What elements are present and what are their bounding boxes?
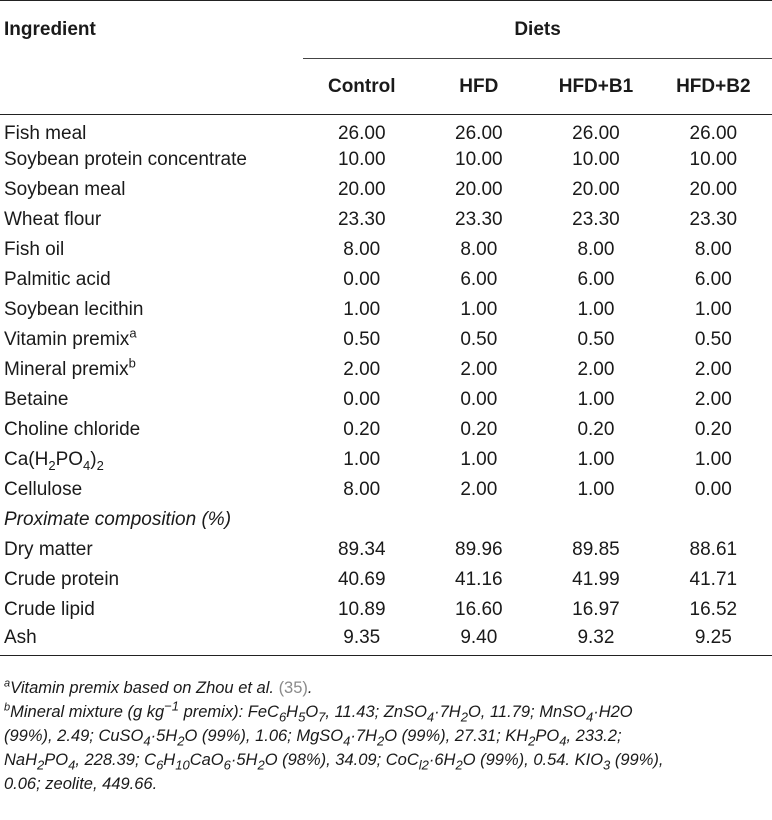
value-cell: 10.00: [689, 149, 738, 170]
table-row: [0, 595, 772, 625]
value-cell: 41.71: [689, 569, 738, 590]
formula-subscript: 6: [223, 757, 231, 773]
footnote-text: O (99%), 27.31; KH: [384, 727, 529, 745]
formula-subscript: 2: [177, 733, 185, 749]
value-cell: 23.30: [337, 209, 386, 230]
value-cell: 8.00: [343, 479, 381, 500]
formula-subscript: 2: [37, 757, 45, 773]
value-cell: 6.00: [460, 269, 498, 290]
value-cell: 40.69: [337, 569, 386, 590]
value-cell: 0.20: [343, 419, 381, 440]
ingredient-name: [0, 325, 303, 355]
table-row: [0, 115, 772, 146]
value-cell: 2.00: [460, 479, 498, 500]
formula-subscript: 4: [68, 757, 76, 773]
value-cell: 1.00: [343, 299, 381, 320]
value-cell: 6.00: [694, 269, 732, 290]
table-row: [0, 385, 772, 415]
value-cell: 1.00: [460, 449, 498, 470]
footnote-text: (99%),: [610, 751, 664, 769]
value-cell: 1.00: [577, 449, 615, 470]
formula-subscript: 2: [48, 457, 56, 473]
value-cell: 10.00: [455, 149, 503, 170]
ingredient-name: Soybean protein concentrate: [4, 149, 247, 170]
ingredient-header: Ingredient: [4, 19, 96, 40]
table-row: [0, 295, 772, 325]
footnote-text: premix): FeC: [179, 703, 279, 721]
value-cell: 16.97: [572, 599, 620, 620]
column-header-hfd-b2: HFD+B2: [676, 75, 751, 97]
footnote-text: PO: [535, 727, 560, 745]
ingredient-name: Fish oil: [4, 239, 65, 260]
formula-subscript: 2: [455, 757, 463, 773]
formula-subscript: 3: [603, 757, 611, 773]
formula-subscript: 4: [343, 733, 351, 749]
value-cell: 0.00: [343, 389, 381, 410]
value-cell: 0.50: [460, 329, 498, 350]
value-cell: 26.00: [455, 123, 503, 144]
value-cell: 1.00: [577, 479, 615, 500]
formula-subscript: 4: [143, 733, 151, 749]
value-cell: 9.35: [343, 626, 381, 648]
table-row: [0, 415, 772, 445]
ingredient-name: Wheat flour: [4, 209, 102, 230]
value-cell: 8.00: [343, 239, 381, 260]
value-cell: 10.00: [572, 149, 620, 170]
section-label: Proximate composition (%): [4, 509, 232, 530]
ingredient-name: Fish meal: [4, 123, 87, 144]
formula-subscript: 4: [585, 709, 594, 725]
value-cell: 20.00: [689, 179, 738, 200]
formula-subscript: 2: [528, 733, 536, 749]
value-cell: 9.32: [577, 626, 615, 648]
value-cell: 16.52: [689, 599, 738, 620]
value-cell: 10.89: [337, 599, 386, 620]
footnote-text: , 11.43; ZnSO: [325, 703, 427, 721]
value-cell: 89.34: [337, 539, 386, 560]
formula-subscript: 4: [426, 709, 435, 725]
value-cell: 23.30: [572, 209, 620, 230]
value-cell: 0.00: [694, 479, 732, 500]
footnote-a: [4, 676, 764, 700]
footnote-text: Vitamin premix based on Zhou et al.: [10, 679, 279, 697]
footnote-b: [4, 700, 764, 796]
table-row: [0, 235, 772, 265]
footnote-text: O (99%), 1.06; MgSO: [184, 727, 344, 745]
value-cell: 23.30: [455, 209, 503, 230]
footnote-text: .: [307, 679, 313, 697]
table-row: [0, 565, 772, 595]
table-row: [0, 445, 772, 475]
value-cell: 41.99: [572, 569, 620, 590]
table-row: [0, 265, 772, 295]
footnote-mark: b: [4, 701, 11, 714]
value-cell: 89.96: [455, 539, 503, 560]
value-cell: 8.00: [577, 239, 615, 260]
table-row: [0, 355, 772, 385]
value-cell: 1.00: [694, 299, 732, 320]
value-cell: 9.25: [694, 626, 732, 648]
table-row: [0, 535, 772, 565]
footnote-text: ·5H: [150, 727, 178, 745]
value-cell: 89.85: [572, 539, 620, 560]
ingredient-name: Cellulose: [4, 479, 83, 500]
footnote-text: O (99%), 0.54. KIO: [462, 751, 604, 769]
value-cell: 8.00: [460, 239, 498, 260]
formula-subscript: 7: [318, 709, 326, 725]
footnote-text: ·H2O: [593, 703, 633, 721]
value-cell: 26.00: [572, 123, 620, 144]
section-row: [0, 505, 772, 535]
value-cell: 26.00: [337, 123, 386, 144]
formula-part: ): [90, 449, 97, 470]
footnote-text: H: [286, 703, 299, 721]
footnote-mark: a: [129, 325, 137, 341]
value-cell: 0.50: [694, 329, 732, 350]
value-cell: 0.50: [577, 329, 615, 350]
value-cell: 0.50: [343, 329, 381, 350]
table-row: [0, 625, 772, 655]
value-cell: 0.20: [460, 419, 498, 440]
formula-subscript: 4: [83, 457, 91, 473]
footnote-text: NaH: [4, 751, 38, 769]
ingredient-name-text: Mineral premix: [4, 359, 129, 380]
footnote-text: 0.06; zeolite, 449.66.: [4, 775, 158, 793]
value-cell: 9.40: [460, 626, 498, 648]
ingredient-name: Betaine: [4, 389, 69, 410]
value-cell: 41.16: [455, 569, 503, 590]
column-header-control: Control: [327, 75, 396, 97]
diets-header: Diets: [303, 1, 772, 59]
footnote-text: ·5H: [230, 751, 258, 769]
composition-name: Crude lipid: [4, 599, 95, 620]
footnote-text: PO: [44, 751, 69, 769]
column-header-hfd: HFD: [459, 75, 499, 97]
value-cell: 88.61: [689, 539, 738, 560]
ingredient-name: Soybean lecithin: [4, 299, 144, 320]
formula-subscript: 10: [175, 757, 190, 773]
value-cell: 20.00: [455, 179, 503, 200]
footnote-text: ·7H: [434, 703, 461, 721]
footnote-text: O: [305, 703, 319, 721]
value-cell: 1.00: [460, 299, 498, 320]
value-cell: 1.00: [694, 449, 732, 470]
value-cell: 10.00: [337, 149, 386, 170]
value-cell: 20.00: [337, 179, 386, 200]
footnote-text: , 233.2;: [566, 727, 622, 745]
formula-part: Ca(H: [4, 449, 49, 470]
footnote-mark: a: [4, 677, 11, 690]
value-cell: 2.00: [577, 359, 615, 380]
formula-subscript: 2: [257, 757, 265, 773]
value-cell: 0.00: [460, 389, 498, 410]
footnote-text: Mineral mixture (g kg: [10, 703, 165, 721]
formula-subscript: 5: [298, 709, 306, 725]
value-cell: 6.00: [577, 269, 615, 290]
footnote-text: H: [163, 751, 176, 769]
value-cell: 2.00: [460, 359, 498, 380]
formula-subscript: 6: [278, 709, 287, 725]
ingredient-name-text: Vitamin premix: [4, 329, 130, 350]
value-cell: 1.00: [343, 449, 381, 470]
ingredient-name: Soybean meal: [4, 179, 126, 200]
table-row: [0, 145, 772, 175]
value-cell: 26.00: [689, 123, 738, 144]
value-cell: 0.00: [343, 269, 381, 290]
value-cell: 2.00: [694, 389, 732, 410]
ingredient-name: Palmitic acid: [4, 269, 111, 290]
formula-subscript: 2: [376, 733, 385, 749]
reference-link[interactable]: (35): [278, 679, 308, 697]
formula-subscript: l2: [418, 757, 429, 773]
formula-subscript: 2: [460, 709, 468, 725]
formula-part: PO: [55, 449, 84, 470]
footnote-text: ·7H: [350, 727, 377, 745]
footnote-superscript: −1: [164, 698, 179, 714]
table-row: [0, 325, 772, 355]
table-row: [0, 475, 772, 505]
footnote-text: O, 11.79; MnSO: [467, 703, 586, 721]
footnote-text: O (98%), 34.09; CoC: [264, 751, 419, 769]
value-cell: 8.00: [694, 239, 732, 260]
formula-subscript: 2: [96, 457, 104, 473]
composition-name: Dry matter: [4, 539, 93, 560]
footnote-mark: b: [128, 355, 136, 371]
ingredient-name: [0, 355, 303, 385]
value-cell: 1.00: [577, 299, 615, 320]
formula-subscript: 4: [559, 733, 567, 749]
value-cell: 2.00: [343, 359, 381, 380]
value-cell: 23.30: [689, 209, 738, 230]
footnote-text: ·6H: [428, 751, 456, 769]
column-header-hfd-b1: HFD+B1: [558, 75, 634, 97]
footnote-text: (99%), 2.49; CuSO: [4, 727, 144, 745]
value-cell: 16.60: [455, 599, 503, 620]
footnote-text: CaO: [189, 751, 224, 769]
value-cell: 1.00: [577, 389, 615, 410]
composition-name: Crude protein: [4, 569, 120, 590]
ingredient-name: Choline chloride: [4, 419, 141, 440]
value-cell: 0.20: [577, 419, 615, 440]
table-footnotes: [4, 676, 764, 796]
table-row: [0, 205, 772, 235]
value-cell: 0.20: [694, 419, 732, 440]
value-cell: 20.00: [572, 179, 620, 200]
composition-name: Ash: [4, 626, 37, 648]
footnote-text: , 228.39; C: [75, 751, 157, 769]
ingredient-name: [0, 445, 303, 475]
value-cell: 2.00: [694, 359, 732, 380]
formula-subscript: 6: [156, 757, 164, 773]
table-row: [0, 175, 772, 205]
